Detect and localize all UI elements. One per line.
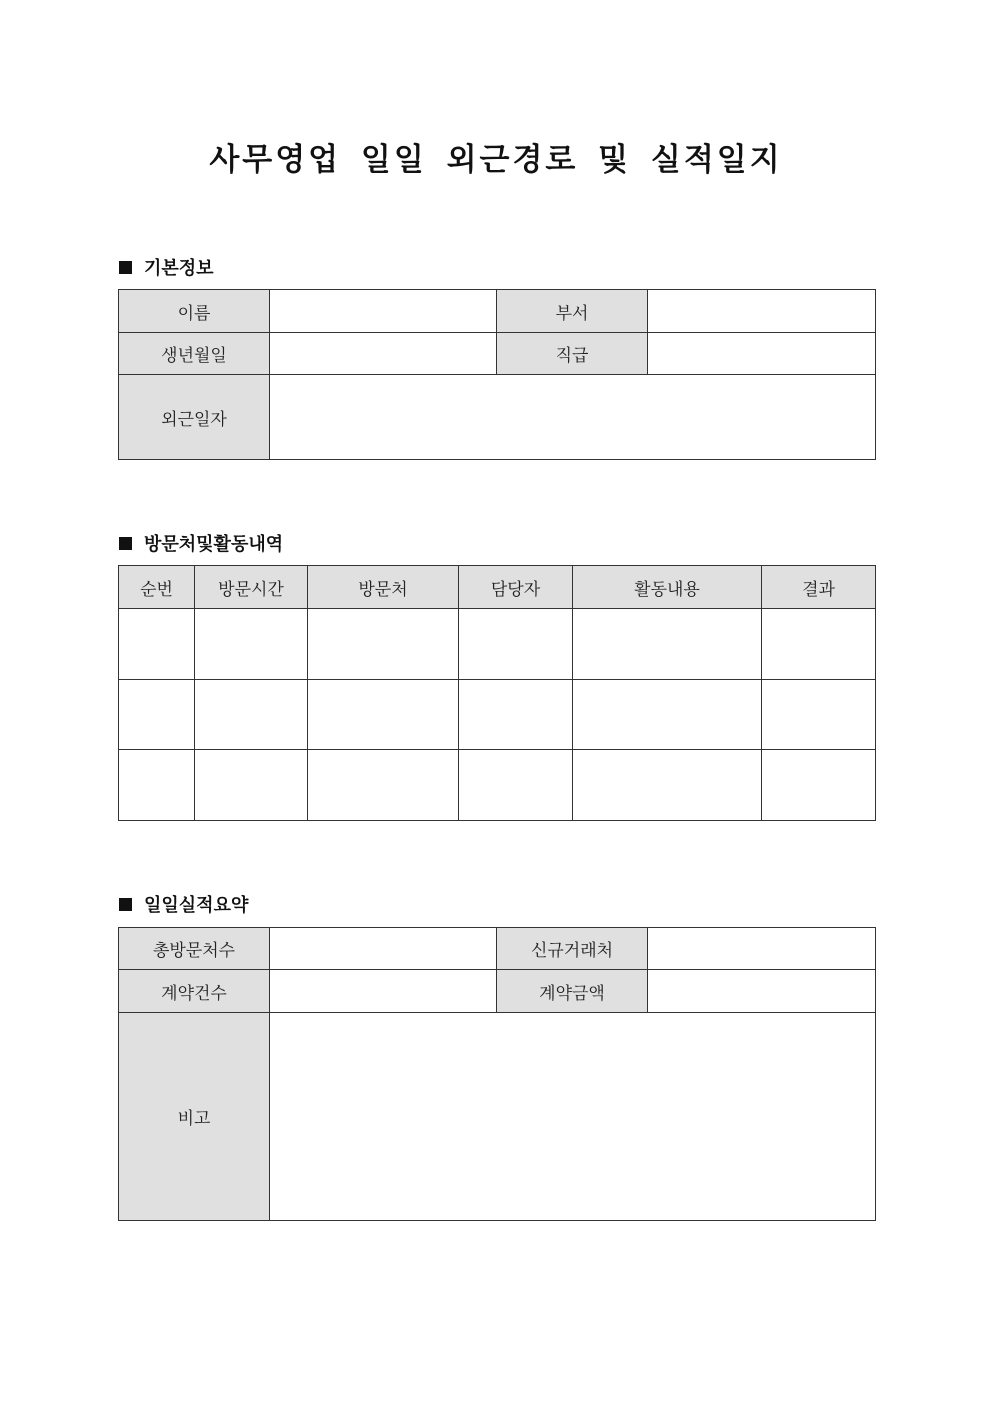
summary-table [118, 927, 876, 1221]
table-cell[interactable] [308, 750, 459, 821]
contract-amount-label: 계약금액 [497, 970, 648, 1013]
table-cell[interactable] [195, 750, 308, 821]
table-row [119, 680, 876, 750]
contract-count-label: 계약건수 [119, 970, 270, 1013]
basic-info-table [118, 289, 876, 460]
new-clients-field[interactable] [648, 928, 876, 970]
table-cell[interactable] [762, 609, 876, 680]
table-row [119, 750, 876, 821]
column-header: 결과 [762, 566, 876, 609]
table-cell[interactable] [308, 609, 459, 680]
section-heading-text: 일일실적요약 [144, 895, 249, 916]
table-cell[interactable] [195, 680, 308, 750]
table-cell[interactable] [573, 680, 762, 750]
table-cell[interactable] [119, 680, 195, 750]
table-cell[interactable] [119, 609, 195, 680]
square-bullet-icon [119, 898, 132, 911]
department-label: 부서 [497, 290, 648, 333]
table-cell[interactable] [119, 750, 195, 821]
remarks-label: 비고 [119, 1013, 270, 1221]
table-row [119, 609, 876, 680]
table-cell[interactable] [573, 609, 762, 680]
name-label: 이름 [119, 290, 270, 333]
column-header: 담당자 [459, 566, 573, 609]
section-heading-visits [119, 530, 283, 556]
column-header: 활동내용 [573, 566, 762, 609]
column-header: 방문처 [308, 566, 459, 609]
section-heading-text: 기본정보 [144, 258, 214, 279]
new-clients-label: 신규거래처 [497, 928, 648, 970]
table-cell[interactable] [195, 609, 308, 680]
table-cell[interactable] [459, 680, 573, 750]
contract-amount-field[interactable] [648, 970, 876, 1013]
table-cell[interactable] [459, 609, 573, 680]
total-visits-label: 총방문처수 [119, 928, 270, 970]
table-cell[interactable] [762, 750, 876, 821]
table-cell[interactable] [762, 680, 876, 750]
outing-date-label: 외근일자 [119, 375, 270, 460]
table-cell[interactable] [573, 750, 762, 821]
section-heading-summary [119, 891, 248, 917]
column-header: 순번 [119, 566, 195, 609]
square-bullet-icon [119, 537, 132, 550]
column-header: 방문시간 [195, 566, 308, 609]
contract-count-field[interactable] [270, 970, 497, 1013]
total-visits-field[interactable] [270, 928, 497, 970]
table-cell[interactable] [308, 680, 459, 750]
department-field[interactable] [648, 290, 876, 333]
position-label: 직급 [497, 333, 648, 375]
outing-date-field[interactable] [270, 375, 876, 460]
table-cell[interactable] [459, 750, 573, 821]
section-heading-basic-info [119, 254, 214, 280]
birthdate-field[interactable] [270, 333, 497, 375]
remarks-field[interactable] [270, 1013, 876, 1221]
page-title: 사무영업 일일 외근경로 및 실적일지 [209, 142, 783, 178]
birthdate-label: 생년월일 [119, 333, 270, 375]
name-field[interactable] [270, 290, 497, 333]
section-heading-text: 방문처및활동내역 [144, 534, 284, 555]
position-field[interactable] [648, 333, 876, 375]
square-bullet-icon [119, 261, 132, 274]
visits-table [118, 565, 876, 821]
